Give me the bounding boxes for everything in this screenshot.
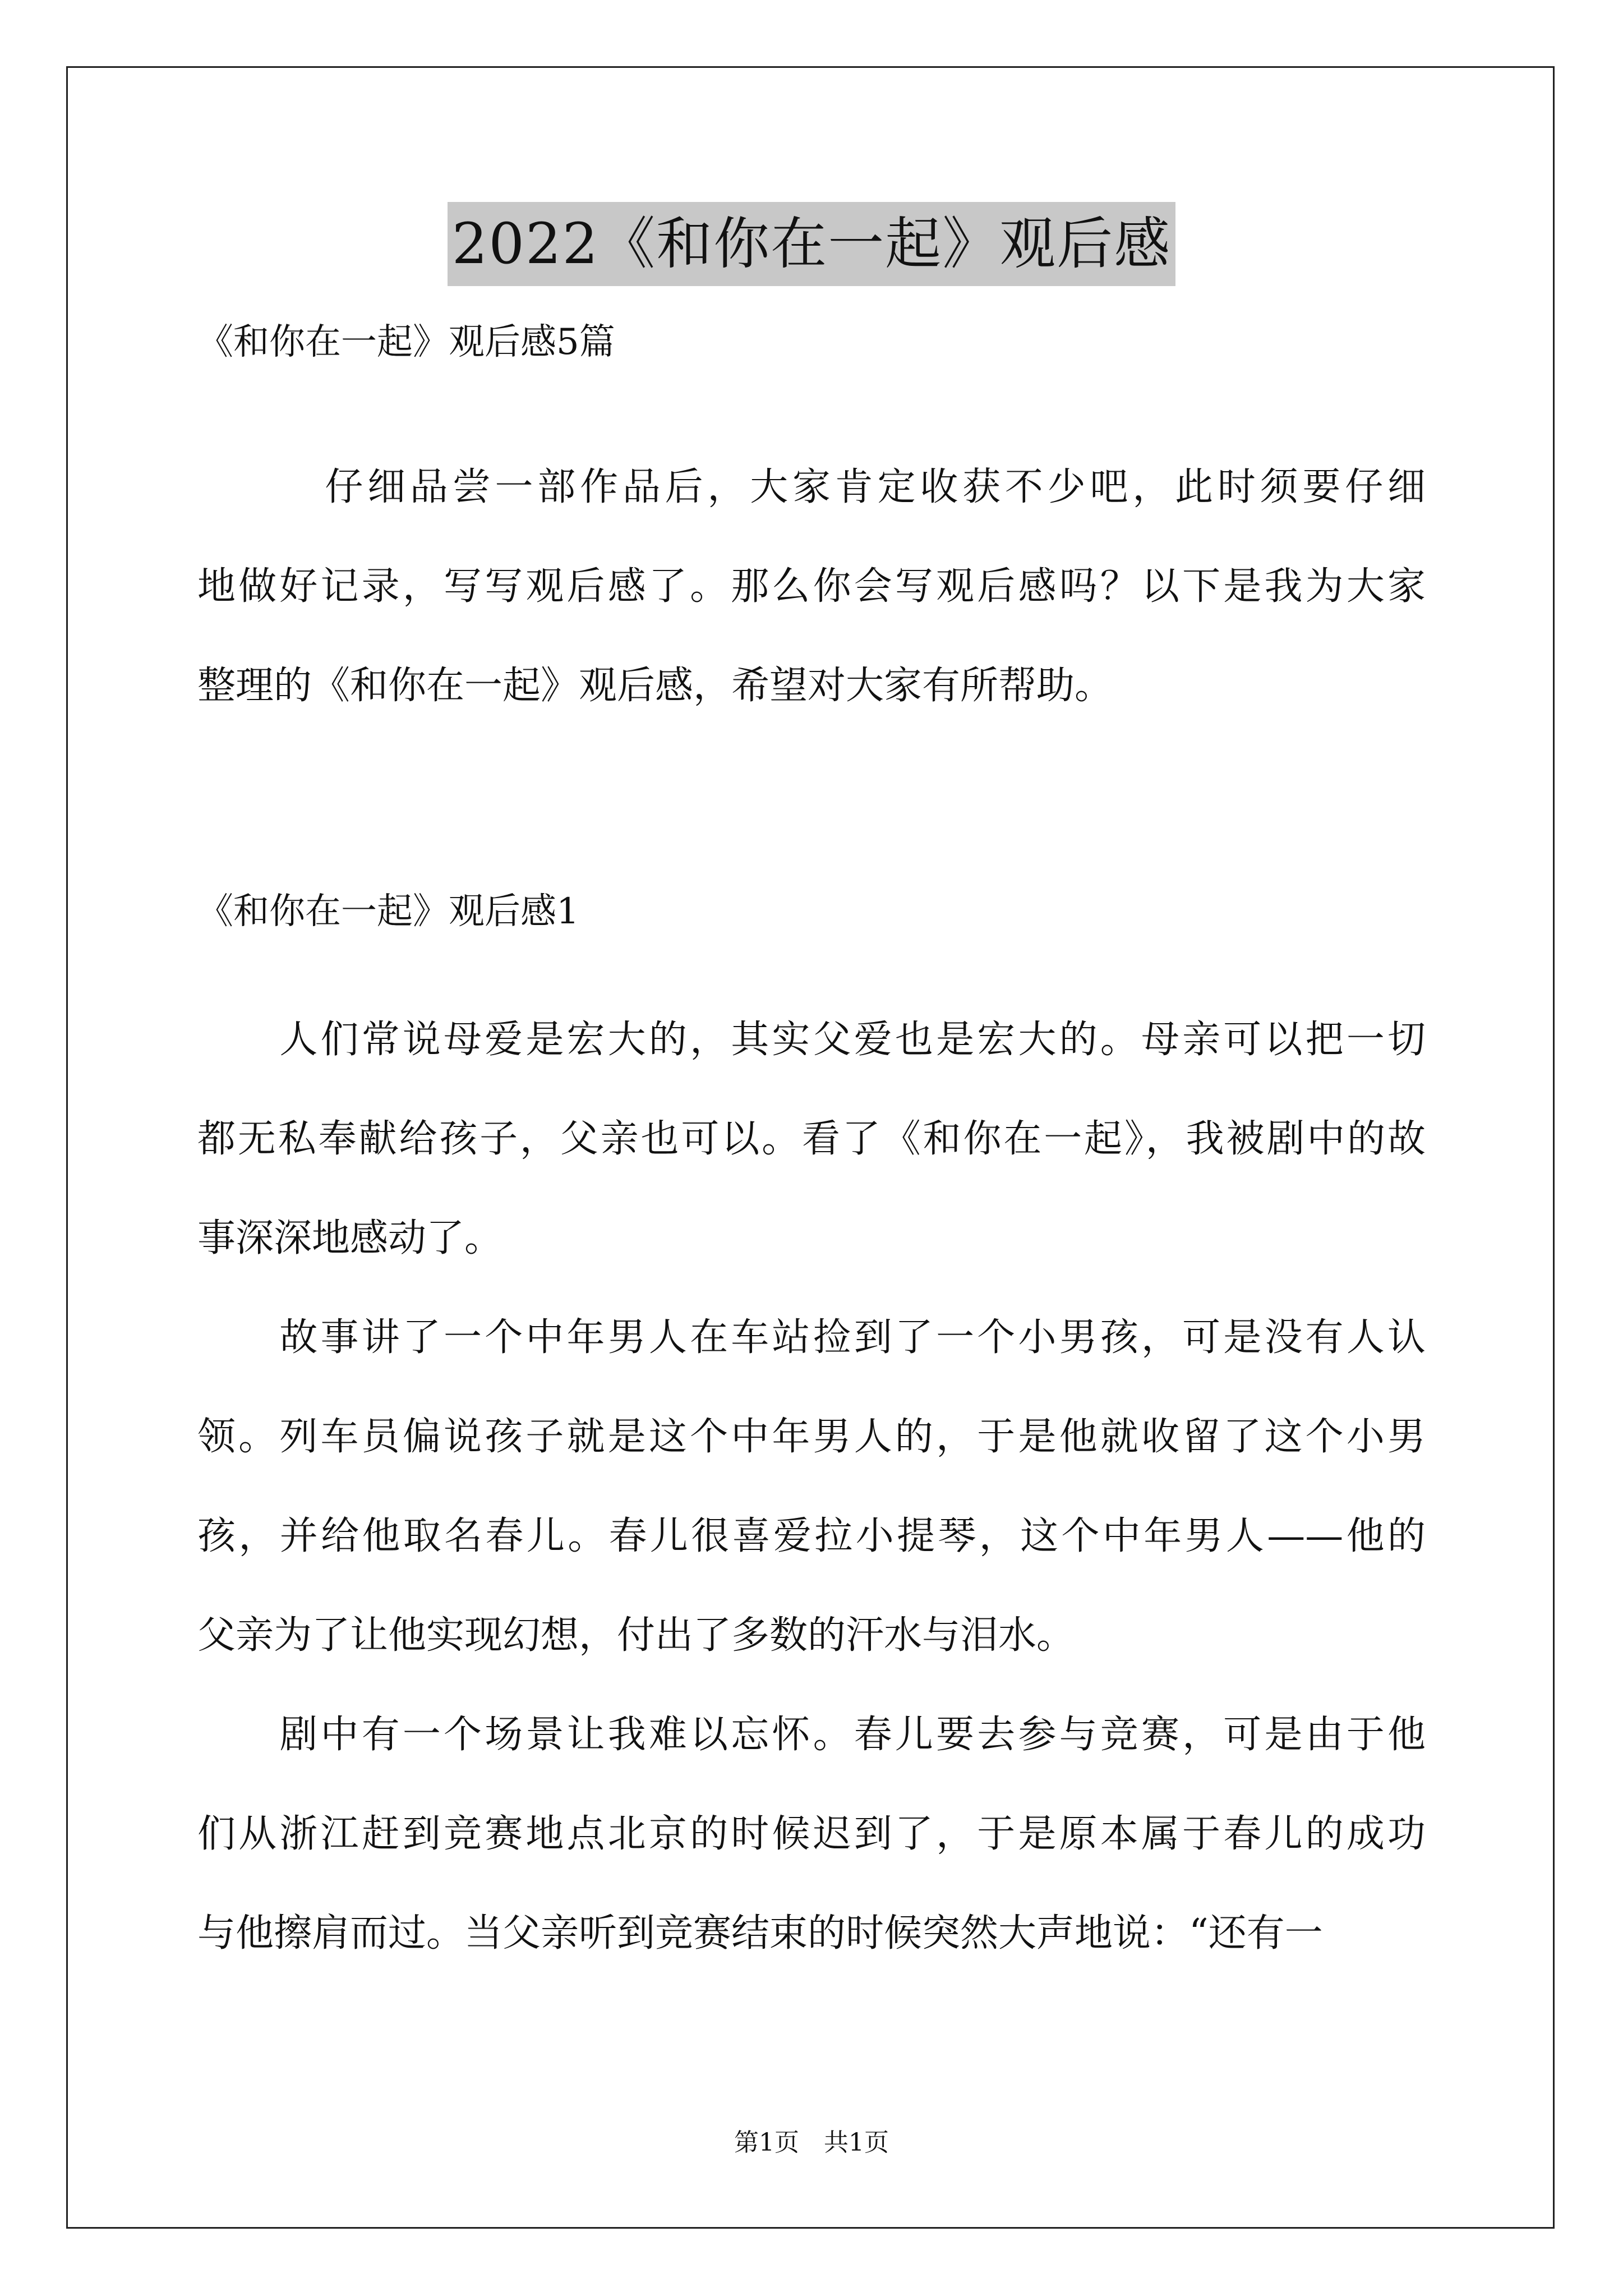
paragraph-line: 领。列车员偏说孩子就是这个中年男人的，于是他就收留了这个小男 — [197, 1415, 1426, 1459]
paragraph-line: 们从浙江赶到竞赛地点北京的时候迟到了，于是原本属于春儿的成功 — [197, 1812, 1426, 1856]
paragraph-line: 事深深地感动了。 — [197, 1216, 503, 1260]
paragraph-line: 孩，并给他取名春儿。春儿很喜爱拉小提琴，这个中年男人——他的 — [197, 1514, 1426, 1558]
document-subtitle: 《和你在一起》观后感5篇 — [197, 321, 615, 363]
paragraph-line: 故事讲了一个中年男人在车站捡到了一个小男孩，可是没有人认 — [197, 1315, 1426, 1360]
body-paragraph-3 — [197, 1685, 1426, 1983]
intro-line: 整理的《和你在一起》观后感，希望对大家有所帮助。 — [197, 664, 1113, 708]
section-heading: 《和你在一起》观后感1 — [197, 891, 579, 932]
paragraph-line: 都无私奉献给孩子，父亲也可以。看了《和你在一起》，我被剧中的故 — [197, 1117, 1426, 1161]
paragraph-line: 剧中有一个场景让我难以忘怀。春儿要去参与竞赛，可是由于他 — [197, 1713, 1426, 1757]
paragraph-line: 与他擦肩而过。当父亲听到竞赛结束的时候突然大声地说：“还有一 — [197, 1911, 1323, 1955]
body-paragraph-2 — [197, 1288, 1426, 1685]
title-wrap — [0, 202, 1623, 286]
page-footer: 第1页 共1页 — [734, 2128, 889, 2157]
intro-line: 仔细品尝一部作品后，大家肯定收获不少吧，此时须要仔细 — [197, 465, 1426, 509]
body-paragraph-1 — [197, 990, 1426, 1288]
document-title: 2022《和你在一起》观后感 — [448, 202, 1176, 286]
paragraph-line: 父亲为了让他实现幻想，付出了多数的汗水与泪水。 — [197, 1613, 1075, 1658]
intro-line: 地做好记录，写写观后感了。那么你会写观后感吗？以下是我为大家 — [197, 564, 1426, 609]
paragraph-line: 人们常说母爱是宏大的，其实父爱也是宏大的。母亲可以把一切 — [197, 1018, 1426, 1062]
intro-paragraph — [197, 438, 1426, 735]
